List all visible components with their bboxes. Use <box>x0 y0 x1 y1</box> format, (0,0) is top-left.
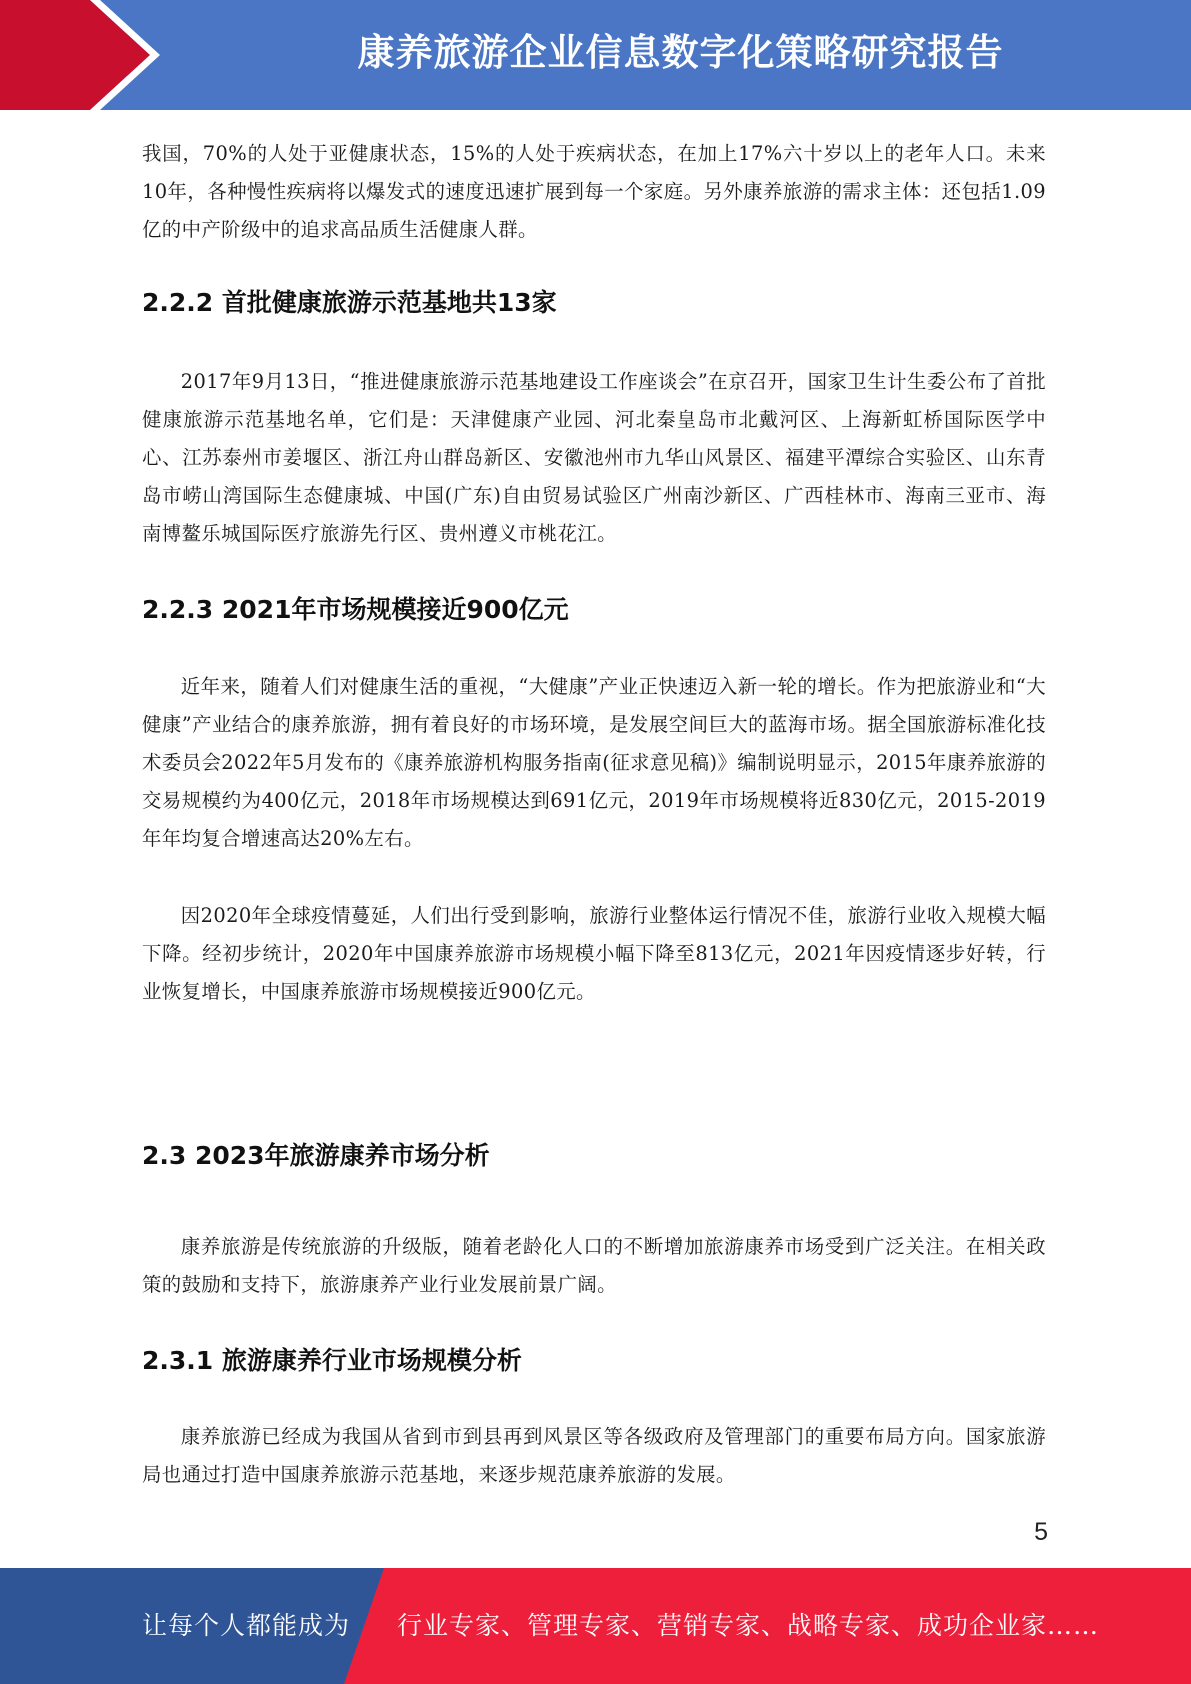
page-header <box>0 0 1191 110</box>
paragraph-2-2-3-b: 因2020年全球疫情蔓延，人们出行受到影响，旅游行业整体运行情况不佳，旅游行业收入规模大幅下降。经初步统计，2020年中国康养旅游市场规模小幅下降至813亿元，2021年因疫情逐步好转，行业恢复增长，中国康养旅游市场规模接近900亿元。 <box>142 904 1046 1003</box>
page-footer <box>0 1568 1191 1684</box>
section-heading-2-3: 2.3 2023年旅游康养市场分析 <box>142 1141 490 1170</box>
section-heading-2-2-3: 2.2.3 2021年市场规模接近900亿元 <box>142 595 569 624</box>
footer-slogan-right: 行业专家、管理专家、营销专家、战略专家、成功企业家…… <box>397 1611 1100 1640</box>
section-heading-2-3-1: 2.3.1 旅游康养行业市场规模分析 <box>142 1346 522 1375</box>
paragraph-2-3: 康养旅游是传统旅游的升级版，随着老龄化人口的不断增加旅游康养市场受到广泛关注。在相关政策的鼓励和支持下，旅游康养产业行业发展前景广阔。 <box>142 1235 1046 1296</box>
paragraph-2-2-2: 2017年9月13日，“推进健康旅游示范基地建设工作座谈会”在京召开，国家卫生计生委公布了首批健康旅游示范基地名单，它们是：天津健康产业园、河北秦皇岛市北戴河区、上海新虹桥国际医学中心、江苏泰州市姜堰区、浙江舟山群岛新区、安徽池州市九华山风景区、福建平潭综合实验区、山东青岛市崂山湾国际生态健康城、中国(广东)自由贸易试验区广州南沙新区、广西桂林市、海南三亚市、海南博鳌乐城国际医疗旅游先行区、贵州遵义市桃花江。 <box>142 370 1046 545</box>
paragraph-intro: 我国，70%的人处于亚健康状态，15%的人处于疾病状态，在加上17%六十岁以上的老年人口。未来10年，各种慢性疾病将以爆发式的速度迅速扩展到每一个家庭。另外康养旅游的需求主体：还包括1.09亿的中产阶级中的追求高品质生活健康人群。 <box>142 142 1046 241</box>
report-title: 康养旅游企业信息数字化策略研究报告 <box>357 31 1004 74</box>
paragraph-2-3-1: 康养旅游已经成为我国从省到市到县再到风景区等各级政府及管理部门的重要布局方向。国家旅游局也通过打造中国康养旅游示范基地，来逐步规范康养旅游的发展。 <box>142 1425 1046 1486</box>
paragraph-2-2-3-a: 近年来，随着人们对健康生活的重视，“大健康”产业正快速迈入新一轮的增长。作为把旅游业和“大健康”产业结合的康养旅游，拥有着良好的市场环境，是发展空间巨大的蓝海市场。据全国旅游标准化技术委员会2022年5月发布的《康养旅游机构服务指南(征求意见稿)》编制说明显示，2015年康养旅游的交易规模约为400亿元，2018年市场规模达到691亿元，2019年市场规模将近830亿元，2015-2019年年均复合增速高达20%左右。 <box>142 675 1046 850</box>
page-number: 5 <box>1034 1518 1048 1546</box>
footer-slogan-left: 让每个人都能成为 <box>142 1611 351 1640</box>
section-heading-2-2-2: 2.2.2 首批健康旅游示范基地共13家 <box>142 288 557 317</box>
